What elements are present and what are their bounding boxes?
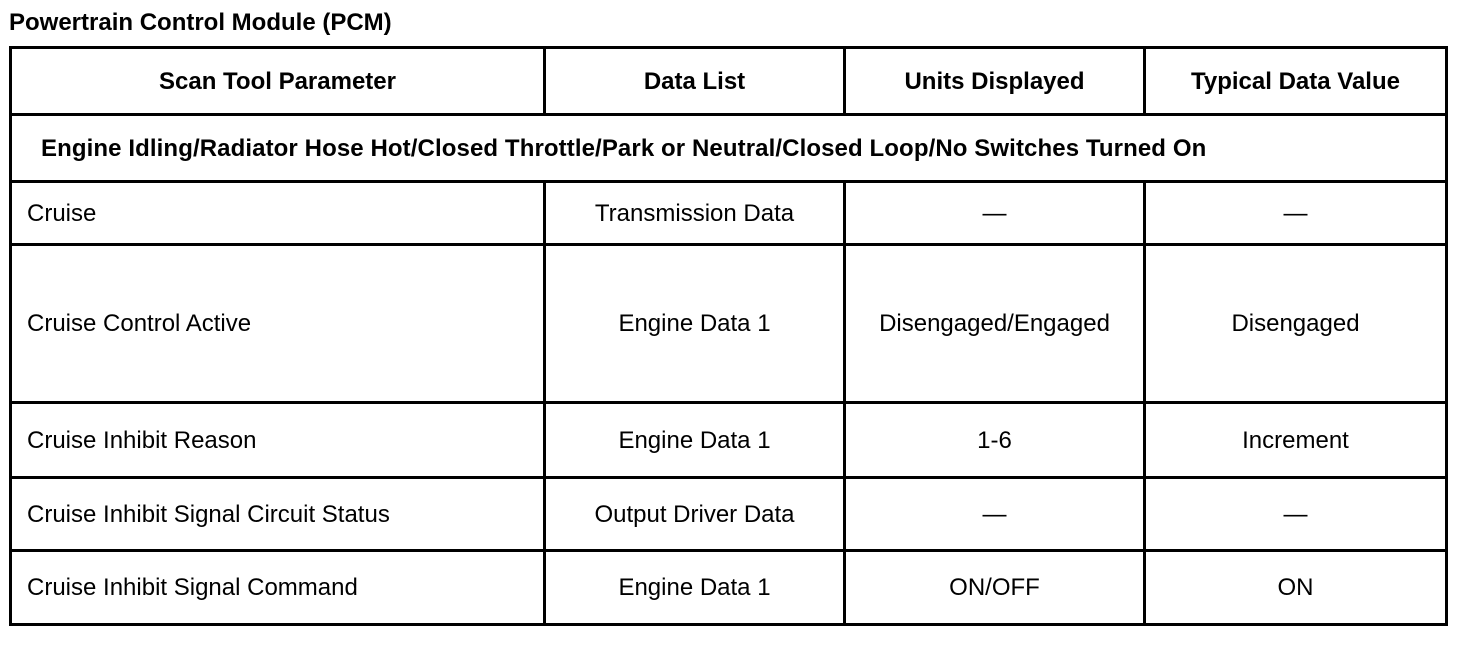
data-list-cell: Engine Data 1 [545, 245, 845, 403]
units-cell: — [845, 478, 1145, 551]
table-row [11, 403, 1447, 478]
typical-value-cell: — [1145, 182, 1447, 245]
typical-value-cell: Disengaged [1145, 245, 1447, 403]
document-title: Powertrain Control Module (PCM) [9, 9, 392, 36]
parameter-cell: Cruise [11, 182, 545, 245]
table-row [11, 551, 1447, 625]
header-units-displayed: Units Displayed [845, 48, 1145, 115]
table-header-row [11, 48, 1447, 115]
data-list-cell: Transmission Data [545, 182, 845, 245]
parameter-cell: Cruise Inhibit Reason [11, 403, 545, 478]
header-scan-tool-parameter: Scan Tool Parameter [11, 48, 545, 115]
units-cell: 1-6 [845, 403, 1145, 478]
parameter-cell: Cruise Inhibit Signal Circuit Status [11, 478, 545, 551]
table-row [11, 182, 1447, 245]
typical-value-cell: — [1145, 478, 1447, 551]
units-cell: ON/OFF [845, 551, 1145, 625]
data-list-cell: Engine Data 1 [545, 551, 845, 625]
parameter-cell: Cruise Control Active [11, 245, 545, 403]
data-list-cell: Engine Data 1 [545, 403, 845, 478]
units-text: Disengaged/Engaged [879, 310, 1110, 337]
table-row [11, 478, 1447, 551]
parameter-cell: Cruise Inhibit Signal Command [11, 551, 545, 625]
units-cell: — [845, 182, 1145, 245]
data-list-cell: Output Driver Data [545, 478, 845, 551]
typical-value-cell: Increment [1145, 403, 1447, 478]
header-typical-data-value: Typical Data Value [1145, 48, 1447, 115]
typical-value-cell: ON [1145, 551, 1447, 625]
condition-row [11, 115, 1447, 182]
pcm-data-table [9, 46, 1448, 626]
units-cell [845, 245, 1145, 403]
table-row [11, 245, 1447, 403]
header-data-list: Data List [545, 48, 845, 115]
operating-condition: Engine Idling/Radiator Hose Hot/Closed Throttle/Park or Neutral/Closed Loop/No Switches Turned On [11, 115, 1447, 182]
